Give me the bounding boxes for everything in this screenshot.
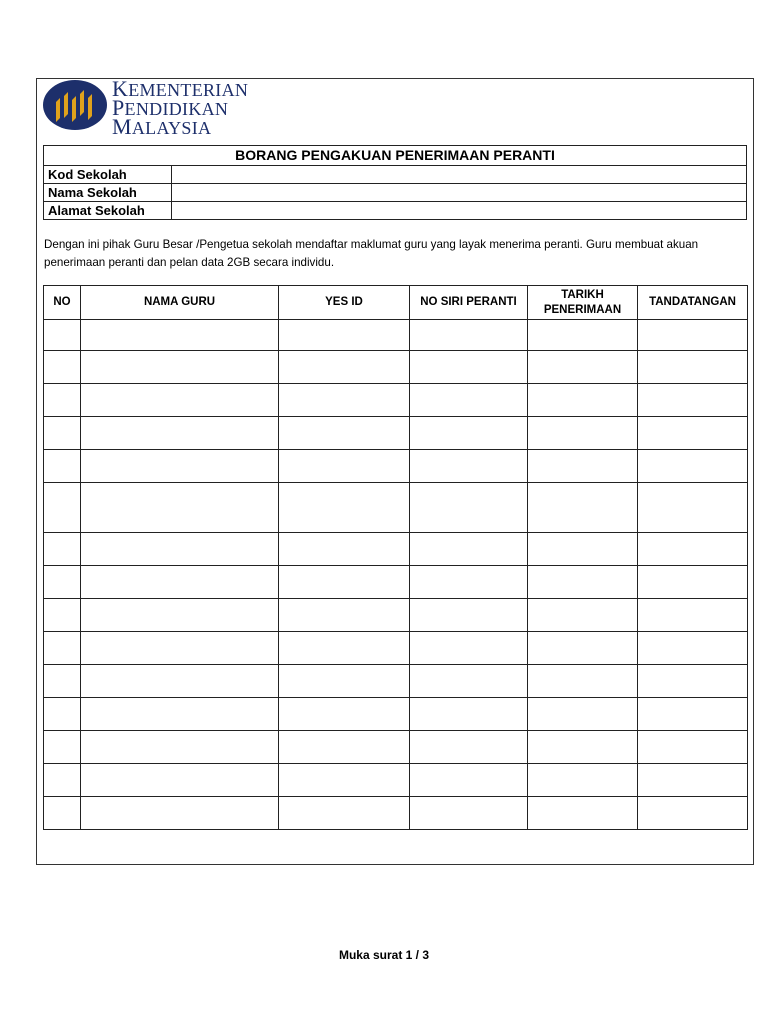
- cell-no: [44, 320, 81, 351]
- header-tarikh-penerimaan: TARIKH PENERIMAAN: [528, 286, 638, 320]
- logo-line-3: MALAYSIA: [112, 114, 212, 139]
- cell-tandatangan[interactable]: [638, 599, 748, 632]
- table-row: [44, 698, 748, 731]
- cell-no: [44, 599, 81, 632]
- cell-tarikh-penerimaan[interactable]: [528, 566, 638, 599]
- cell-tarikh-penerimaan[interactable]: [528, 483, 638, 533]
- form-title: BORANG PENGAKUAN PENERIMAAN PERANTI: [44, 146, 747, 166]
- table-row: [44, 533, 748, 566]
- cell-no-siri-peranti[interactable]: [410, 764, 528, 797]
- cell-yes-id[interactable]: [279, 450, 410, 483]
- cell-tandatangan[interactable]: [638, 764, 748, 797]
- table-row: [44, 797, 748, 830]
- cell-yes-id[interactable]: [279, 731, 410, 764]
- table-header-row: [44, 286, 748, 320]
- cell-tarikh-penerimaan[interactable]: [528, 797, 638, 830]
- header-yes-id: YES ID: [279, 286, 410, 320]
- intro-paragraph: Dengan ini pihak Guru Besar /Pengetua sekolah mendaftar maklumat guru yang layak menerima peranti. Guru membuat akuan penerimaan peranti dan pelan data 2GB secara individu.: [44, 238, 699, 269]
- cell-no: [44, 450, 81, 483]
- table-row: [44, 731, 748, 764]
- cell-nama-guru[interactable]: [81, 797, 279, 830]
- table-row: [44, 566, 748, 599]
- cell-nama-guru[interactable]: [81, 698, 279, 731]
- cell-yes-id[interactable]: [279, 599, 410, 632]
- cell-nama-guru[interactable]: [81, 533, 279, 566]
- logo-line-2: PENDIDIKAN: [112, 95, 229, 120]
- cell-tarikh-penerimaan[interactable]: [528, 764, 638, 797]
- table-row: [44, 450, 748, 483]
- school-info-table: [43, 145, 747, 220]
- cell-no-siri-peranti[interactable]: [410, 533, 528, 566]
- table-row: [44, 417, 748, 450]
- cell-tandatangan[interactable]: [638, 384, 748, 417]
- cell-no-siri-peranti[interactable]: [410, 566, 528, 599]
- cell-nama-guru[interactable]: [81, 731, 279, 764]
- cell-nama-guru[interactable]: [81, 566, 279, 599]
- cell-nama-guru[interactable]: [81, 483, 279, 533]
- cell-yes-id[interactable]: [279, 566, 410, 599]
- cell-yes-id[interactable]: [279, 665, 410, 698]
- logo-text: [112, 76, 249, 139]
- cell-nama-guru[interactable]: [81, 351, 279, 384]
- cell-tarikh-penerimaan[interactable]: [528, 351, 638, 384]
- cell-tarikh-penerimaan[interactable]: [528, 665, 638, 698]
- cell-no: [44, 632, 81, 665]
- cell-no-siri-peranti[interactable]: [410, 665, 528, 698]
- cell-yes-id[interactable]: [279, 384, 410, 417]
- alamat-sekolah-label: Alamat Sekolah: [44, 202, 172, 220]
- cell-tarikh-penerimaan[interactable]: [528, 533, 638, 566]
- cell-tarikh-penerimaan[interactable]: [528, 320, 638, 351]
- header-no: NO: [44, 286, 81, 320]
- table-row: [44, 320, 748, 351]
- table-row: [44, 764, 748, 797]
- kod-sekolah-field[interactable]: [172, 166, 747, 184]
- cell-no-siri-peranti[interactable]: [410, 731, 528, 764]
- cell-yes-id[interactable]: [279, 797, 410, 830]
- cell-tandatangan[interactable]: [638, 351, 748, 384]
- cell-tarikh-penerimaan[interactable]: [528, 599, 638, 632]
- cell-nama-guru[interactable]: [81, 632, 279, 665]
- nama-sekolah-field[interactable]: [172, 184, 747, 202]
- cell-no: [44, 351, 81, 384]
- cell-yes-id[interactable]: [279, 764, 410, 797]
- cell-no-siri-peranti[interactable]: [410, 417, 528, 450]
- cell-no: [44, 764, 81, 797]
- kod-sekolah-label: Kod Sekolah: [44, 166, 172, 184]
- cell-tandatangan[interactable]: [638, 731, 748, 764]
- table-row: [44, 351, 748, 384]
- cell-no-siri-peranti[interactable]: [410, 320, 528, 351]
- cell-nama-guru[interactable]: [81, 384, 279, 417]
- cell-no-siri-peranti[interactable]: [410, 450, 528, 483]
- cell-tarikh-penerimaan[interactable]: [528, 450, 638, 483]
- cell-no-siri-peranti[interactable]: [410, 483, 528, 533]
- cell-no-siri-peranti[interactable]: [410, 632, 528, 665]
- cell-no: [44, 731, 81, 764]
- cell-tandatangan[interactable]: [638, 665, 748, 698]
- recipient-table: [43, 285, 748, 830]
- header-nama-guru: NAMA GURU: [81, 286, 279, 320]
- cell-tandatangan[interactable]: [638, 698, 748, 731]
- cell-tandatangan[interactable]: [638, 417, 748, 450]
- cell-no: [44, 533, 81, 566]
- cell-no-siri-peranti[interactable]: [410, 698, 528, 731]
- cell-no: [44, 665, 81, 698]
- table-row: [44, 632, 748, 665]
- cell-no-siri-peranti[interactable]: [410, 797, 528, 830]
- cell-tandatangan[interactable]: [638, 483, 748, 533]
- table-row: [44, 384, 748, 417]
- header-no-siri-peranti: NO SIRI PERANTI: [410, 286, 528, 320]
- cell-no: [44, 566, 81, 599]
- cell-tarikh-penerimaan[interactable]: [528, 417, 638, 450]
- cell-no: [44, 698, 81, 731]
- cell-no: [44, 483, 81, 533]
- cell-tandatangan[interactable]: [638, 450, 748, 483]
- nama-sekolah-label: Nama Sekolah: [44, 184, 172, 202]
- cell-nama-guru[interactable]: [81, 450, 279, 483]
- cell-yes-id[interactable]: [279, 632, 410, 665]
- alamat-sekolah-field[interactable]: [172, 202, 747, 220]
- cell-tandatangan[interactable]: [638, 797, 748, 830]
- page-number: Muka surat 1 / 3: [338, 948, 430, 962]
- cell-tarikh-penerimaan[interactable]: [528, 731, 638, 764]
- table-row: [44, 599, 748, 632]
- cell-tandatangan[interactable]: [638, 632, 748, 665]
- cell-tarikh-penerimaan[interactable]: [528, 632, 638, 665]
- cell-yes-id[interactable]: [279, 351, 410, 384]
- cell-no-siri-peranti[interactable]: [410, 384, 528, 417]
- cell-nama-guru[interactable]: [81, 599, 279, 632]
- logo-line-1: KEMENTERIAN: [112, 76, 249, 101]
- cell-yes-id[interactable]: [279, 698, 410, 731]
- cell-yes-id[interactable]: [279, 483, 410, 533]
- cell-no: [44, 384, 81, 417]
- cell-nama-guru[interactable]: [81, 665, 279, 698]
- cell-no: [44, 797, 81, 830]
- table-row: [44, 483, 748, 533]
- table-row: [44, 665, 748, 698]
- cell-nama-guru[interactable]: [81, 320, 279, 351]
- cell-no-siri-peranti[interactable]: [410, 599, 528, 632]
- cell-yes-id[interactable]: [279, 533, 410, 566]
- cell-tarikh-penerimaan[interactable]: [528, 384, 638, 417]
- cell-tarikh-penerimaan[interactable]: [528, 698, 638, 731]
- cell-tandatangan[interactable]: [638, 533, 748, 566]
- header-tandatangan: TANDATANGAN: [638, 286, 748, 320]
- cell-nama-guru[interactable]: [81, 764, 279, 797]
- cell-nama-guru[interactable]: [81, 417, 279, 450]
- cell-tandatangan[interactable]: [638, 566, 748, 599]
- cell-yes-id[interactable]: [279, 417, 410, 450]
- cell-no: [44, 417, 81, 450]
- cell-tandatangan[interactable]: [638, 320, 748, 351]
- cell-no-siri-peranti[interactable]: [410, 351, 528, 384]
- cell-yes-id[interactable]: [279, 320, 410, 351]
